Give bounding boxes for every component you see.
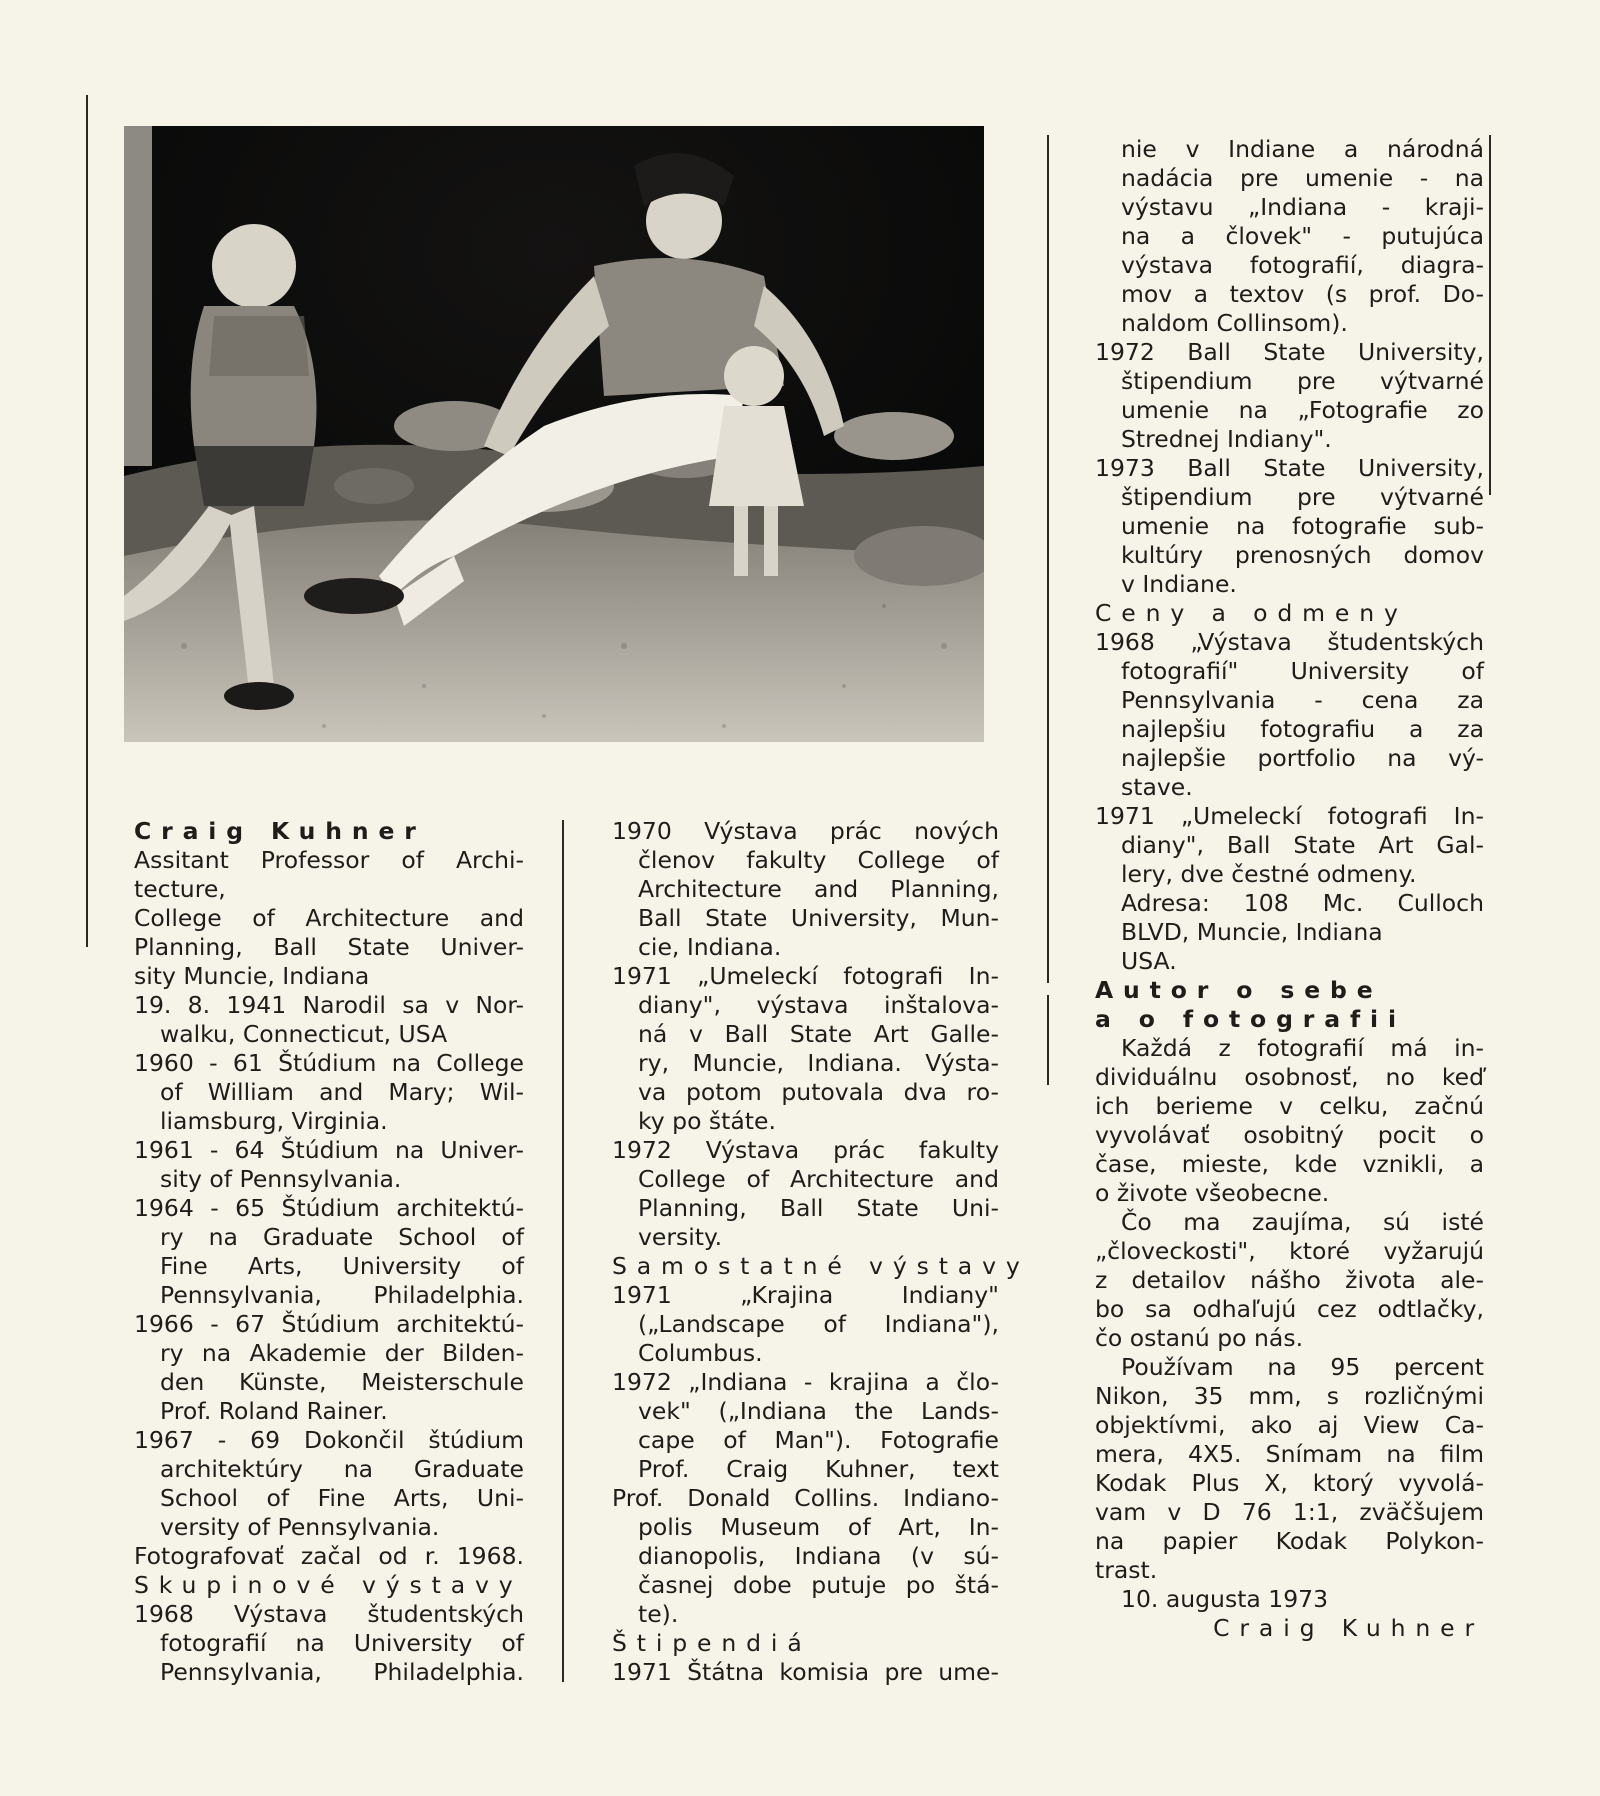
left-margin-rule [86,95,88,947]
col3-line: mov a textov (s prof. Do- [1121,280,1484,308]
col1-line: College of Architecture and [134,904,524,932]
col3-line: bo sa odhaľujú cez odtlačky, [1095,1295,1484,1323]
col2-line: 1972 Výstava prác fakulty [612,1136,999,1164]
col1-line: sity Muncie, Indiana [134,962,370,990]
col3-line: o živote všeobecne. [1095,1179,1330,1207]
col2-line: cape of Man"). Fotografie [638,1426,999,1454]
column-divider-2-lower [1047,995,1049,1085]
col2-line: Štipendiá [612,1629,812,1657]
col2-line: polis Museum of Art, In- [638,1513,999,1541]
col3-line: 1973 Ball State University, [1095,454,1484,482]
col2-line: Prof. Craig Kuhner, text [638,1455,999,1483]
col1-line: sity of Pennsylvania. [160,1165,402,1193]
col1-line: Craig Kuhner [134,817,426,845]
col3-line: Používam na 95 percent [1121,1353,1484,1381]
col2-line: 1971 „Umeleckí fotografi In- [612,962,999,990]
col2-line: Prof. Donald Collins. Indiano- [612,1484,999,1512]
col3-line: 1971 „Umeleckí fotografi In- [1095,802,1484,830]
col2-line: 1972 „Indiana - krajina a člo- [612,1368,999,1396]
col2-line: 1970 Výstava prác nových [612,817,999,845]
col3-line: čase, mieste, kde vznikli, a [1095,1150,1484,1178]
col3-line: 1972 Ball State University, [1095,338,1484,366]
col3-line: BLVD, Muncie, Indiana [1121,918,1383,946]
col3-line: naldom Collinsom). [1121,309,1348,337]
col3-line: Adresa: 108 Mc. Culloch [1121,889,1484,917]
col3-line: najlepšie portfolio na vý- [1121,744,1484,772]
col2-line: Samostatné výstavy [612,1252,1030,1280]
col2-line: diany", výstava inštalova- [638,991,999,1019]
family-photograph [124,126,984,742]
col2-line: časnej dobe putuje po štá- [638,1571,999,1599]
col1-line: architektúry na Graduate [160,1455,524,1483]
col3-line: lery, dve čestné odmeny. [1121,860,1417,888]
column-divider-1 [562,820,564,1682]
col2-line: Ball State University, Mun- [638,904,999,932]
col3-line: a o fotografii [1095,1005,1406,1033]
col1-line: 1967 - 69 Dokončil štúdium [134,1426,524,1454]
right-margin-rule [1489,135,1491,495]
col1-line: 19. 8. 1941 Narodil sa v Nor- [134,991,524,1019]
col2-line: versity. [638,1223,723,1251]
col1-line: 1966 - 67 Štúdium architektú- [134,1310,524,1338]
col3-line: ich berieme v celku, začnú [1095,1092,1484,1120]
col1-line: of William and Mary; Wil- [160,1078,524,1106]
col1-line: 1960 - 61 Štúdium na College [134,1049,524,1077]
col3-line: najlepšiu fotografiu a za [1121,715,1484,743]
col3-line: objektívmi, ako aj View Ca- [1095,1411,1484,1439]
col1-line: 1961 - 64 Štúdium na Univer- [134,1136,524,1164]
col3-line: diany", Ball State Art Gal- [1121,831,1484,859]
col3-line: 10. augusta 1973 [1121,1585,1329,1613]
col3-line: Čo ma zaujíma, sú isté [1121,1208,1484,1236]
col2-line: College of Architecture and [638,1165,999,1193]
col3-line: USA. [1121,947,1177,975]
col2-line: („Landscape of Indiana"), [638,1310,999,1338]
col3-line: na a človek" - putujúca [1121,222,1484,250]
col1-line: Pennsylvania, Philadelphia. [160,1281,524,1309]
col1-line: den Künste, Meisterschule [160,1368,524,1396]
col3-line: umenie na „Fotografie zo [1121,396,1484,424]
col3-line: výstavu „Indiana - kraji- [1121,193,1484,221]
col2-line: va potom putovala dva ro- [638,1078,999,1106]
col3-line: nie v Indiane a národná [1121,135,1484,163]
col1-line: ry na Graduate School of [160,1223,524,1251]
col2-line: Architecture and Planning, [638,875,999,903]
col3-line: mera, 4X5. Snímam na film [1095,1440,1484,1468]
col3-line: Strednej Indiany". [1121,425,1332,453]
col2-line: ná v Ball State Art Galle- [638,1020,999,1048]
col3-line: Craig Kuhner [1213,1614,1484,1642]
col3-line: „človeckosti", ktoré vyžarujú [1095,1237,1484,1265]
col2-line: 1971 Štátna komisia pre ume- [612,1658,999,1686]
col3-line: vyvolávať osobitný pocit o [1095,1121,1484,1149]
col2-line: dianopolis, Indiana (v sú- [638,1542,999,1570]
col3-line: 1968 „Výstava študentských [1095,628,1484,656]
col1-line: fotografií na University of [160,1629,524,1657]
col1-line: Skupinové výstavy [134,1571,523,1599]
col1-line: Fine Arts, University of [160,1252,524,1280]
col3-line: stave. [1121,773,1193,801]
col1-line: Assitant Professor of Archi- [134,846,524,874]
col2-line: Planning, Ball State Uni- [638,1194,999,1222]
column-divider-2-upper [1047,135,1049,983]
col1-line: 1964 - 65 Štúdium architektú- [134,1194,524,1222]
col1-line: versity of Pennsylvania. [160,1513,440,1541]
col2-line: te). [638,1600,679,1628]
col3-line: z detailov nášho života ale- [1095,1266,1484,1294]
col3-line: vam v D 76 1:1, zväčšujem [1095,1498,1484,1526]
col1-line: Pennsylvania, Philadelphia. [160,1658,524,1686]
col3-line: Nikon, 35 mm, s rozličnými [1095,1382,1484,1410]
col3-line: výstava fotografií, diagra- [1121,251,1484,279]
col1-line: 1968 Výstava študentských [134,1600,524,1628]
column-1-text [134,817,524,1687]
col3-line: kultúry prenosných domov [1121,541,1484,569]
col2-line: cie, Indiana. [638,933,782,961]
col2-line: členov fakulty College of [638,846,999,874]
col2-line: vek" („Indiana the Lands- [638,1397,999,1425]
col1-line: tecture, [134,875,226,903]
col3-line: štipendium pre výtvarné [1121,483,1484,511]
column-2-text [612,817,1030,1687]
col2-line: ky po štáte. [638,1107,776,1135]
col3-line: nadácia pre umenie - na [1121,164,1484,192]
col3-line: na papier Kodak Polykon- [1095,1527,1484,1555]
col1-line: Prof. Roland Rainer. [160,1397,388,1425]
col3-line: dividuálnu osobnosť, no keď [1095,1063,1484,1091]
col1-line: Planning, Ball State Univer- [134,933,524,961]
col1-line: School of Fine Arts, Uni- [160,1484,524,1512]
col2-line: ry, Muncie, Indiana. Výsta- [638,1049,999,1077]
col3-line: trast. [1095,1556,1158,1584]
col3-line: v Indiane. [1121,570,1237,598]
col1-line: ry na Akademie der Bilden- [160,1339,524,1367]
col3-line: Ceny a odmeny [1095,599,1408,627]
col3-line: Autor o sebe [1095,976,1383,1004]
col2-line: 1971 „Krajina Indiany" [612,1281,999,1309]
column-3-text [1095,135,1484,1643]
col1-line: Fotografovať začal od r. 1968. [134,1542,524,1570]
col3-line: čo ostanú po nás. [1095,1324,1304,1352]
col3-line: Pennsylvania - cena za [1121,686,1484,714]
col3-line: Kodak Plus X, ktorý vyvolá- [1095,1469,1484,1497]
col2-line: Columbus. [638,1339,763,1367]
col3-line: štipendium pre výtvarné [1121,367,1484,395]
col1-line: liamsburg, Virginia. [160,1107,388,1135]
col3-line: umenie na fotografie sub- [1121,512,1484,540]
col1-line: walku, Connecticut, USA [160,1020,448,1048]
col3-line: fotografií" University of [1121,657,1484,685]
col3-line: Každá z fotografií má in- [1121,1034,1484,1062]
